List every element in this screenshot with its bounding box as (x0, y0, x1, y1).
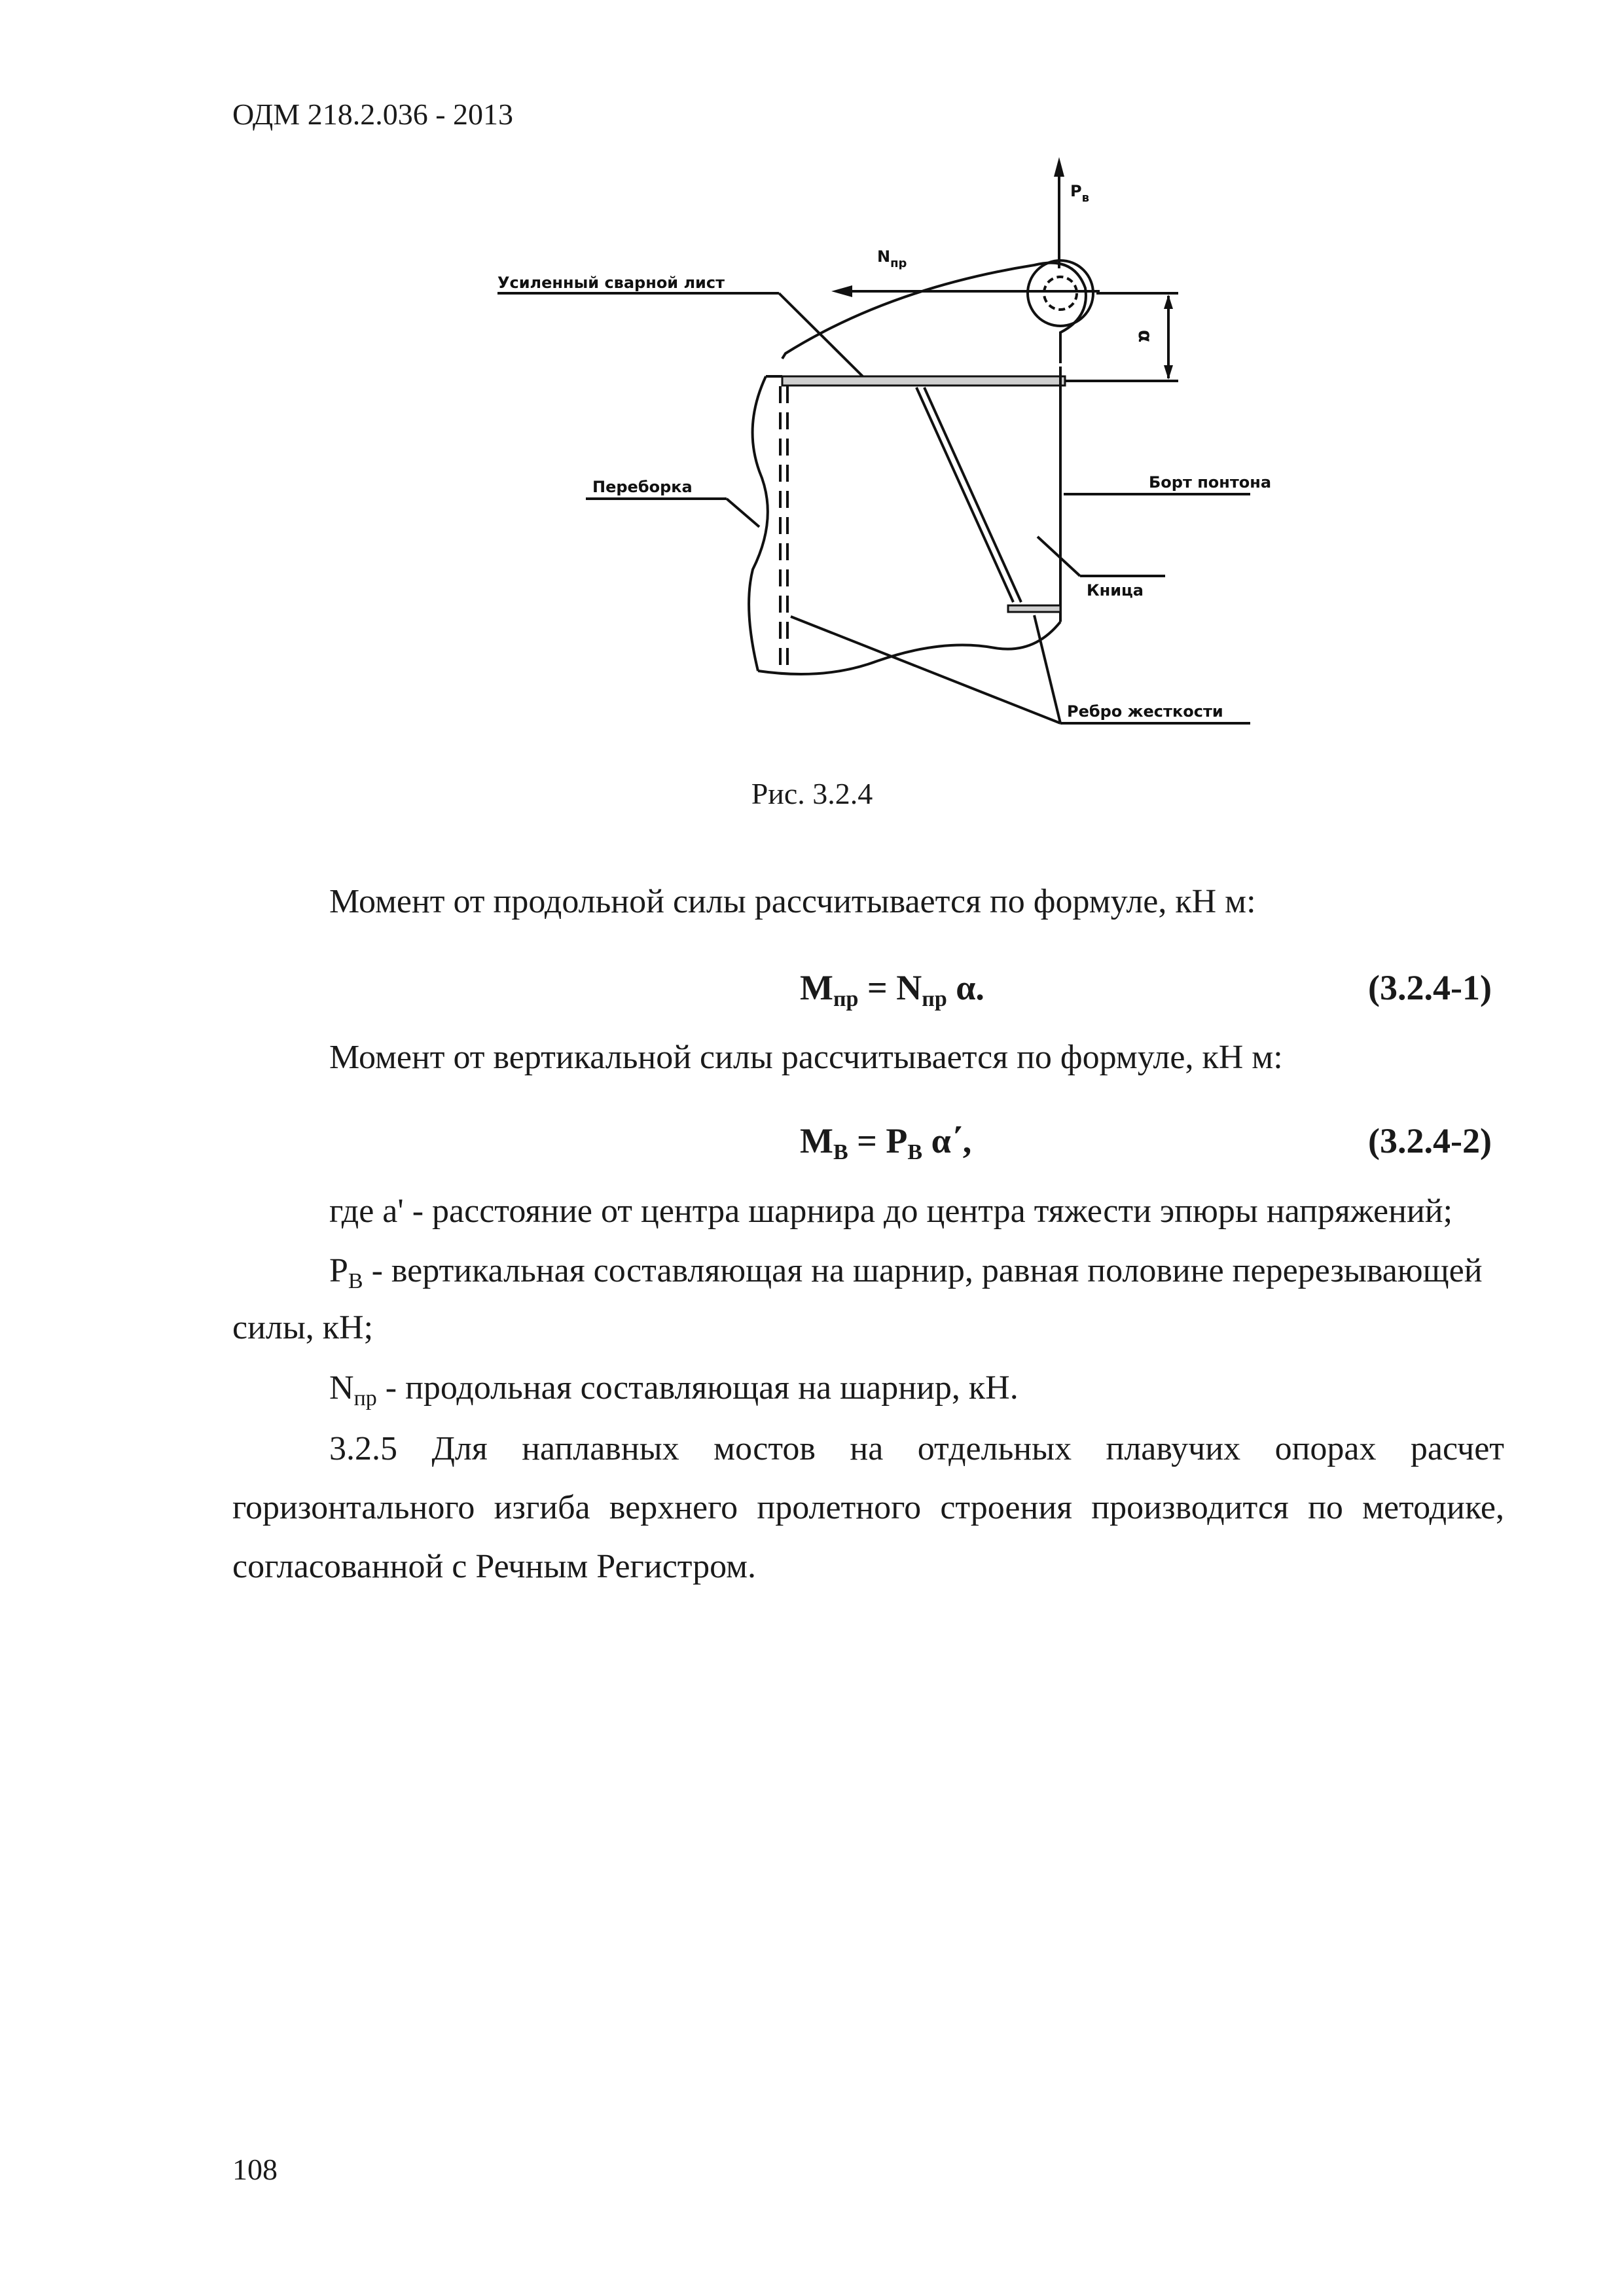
paragraph-4-line-2: силы, кН; (232, 1309, 374, 1346)
page-number: 108 (232, 2153, 278, 2186)
label-knee: Кница (1087, 581, 1144, 600)
label-dimension-a: α (1134, 330, 1156, 343)
label-force-n: $N_{пр}$ (877, 247, 907, 270)
hinge-pin (1044, 277, 1077, 310)
paragraph-2: Момент от вертикальной силы рассчитывается по формуле, кН м: (329, 1039, 1283, 1076)
equation-1-number: (3.2.4-1) (1368, 968, 1492, 1007)
bulkhead-edge (749, 376, 768, 671)
document-header: ОДМ 218.2.036 - 2013 (232, 98, 514, 131)
paragraph-3: где а' - расстояние от центра шарнира до центра тяжести эпюры напряжений; (329, 1193, 1453, 1230)
label-reinforced-plate: Усиленный сварной лист (497, 274, 725, 292)
hinge-ring (1028, 260, 1093, 326)
label-force-v: $P_в$ (1070, 182, 1089, 205)
paragraph-6-line-2: горизонтального изгиба верхнего пролетного строения производится по методике, (232, 1489, 1504, 1526)
paragraph-5: Nпр - продольная составляющая на шарнир, кН. (329, 1369, 1019, 1410)
equation-2-number: (3.2.4-2) (1368, 1121, 1492, 1160)
knee-brace (916, 387, 1013, 602)
pontoon-hinge-diagram (484, 151, 1272, 759)
reinforced-plate (782, 376, 1065, 386)
paragraph-1: Момент от продольной силы рассчитывается по формуле, кН м: (329, 883, 1256, 920)
label-pontoon-side: Борт понтона (1149, 473, 1272, 492)
hinge-lug (782, 263, 1086, 363)
equation-2: MВ = PВ α΄, (800, 1121, 972, 1164)
label-stiffener: Ребро жесткости (1067, 702, 1223, 721)
stiffener (1008, 605, 1060, 612)
paragraph-6-line-1: 3.2.5 Для наплавных мостов на отдельных плавучих опорах расчет (329, 1430, 1504, 1467)
paragraph-6-line-3: согласованной с Речным Регистром. (232, 1548, 757, 1585)
label-bulkhead: Переборка (592, 478, 693, 496)
equation-1: Mпр = Nпр α. (800, 968, 984, 1011)
paragraph-4-line-1: PВ - вертикальная составляющая на шарнир, равная половине перерезывающей (329, 1252, 1483, 1293)
figure-caption: Рис. 3.2.4 (751, 777, 873, 810)
